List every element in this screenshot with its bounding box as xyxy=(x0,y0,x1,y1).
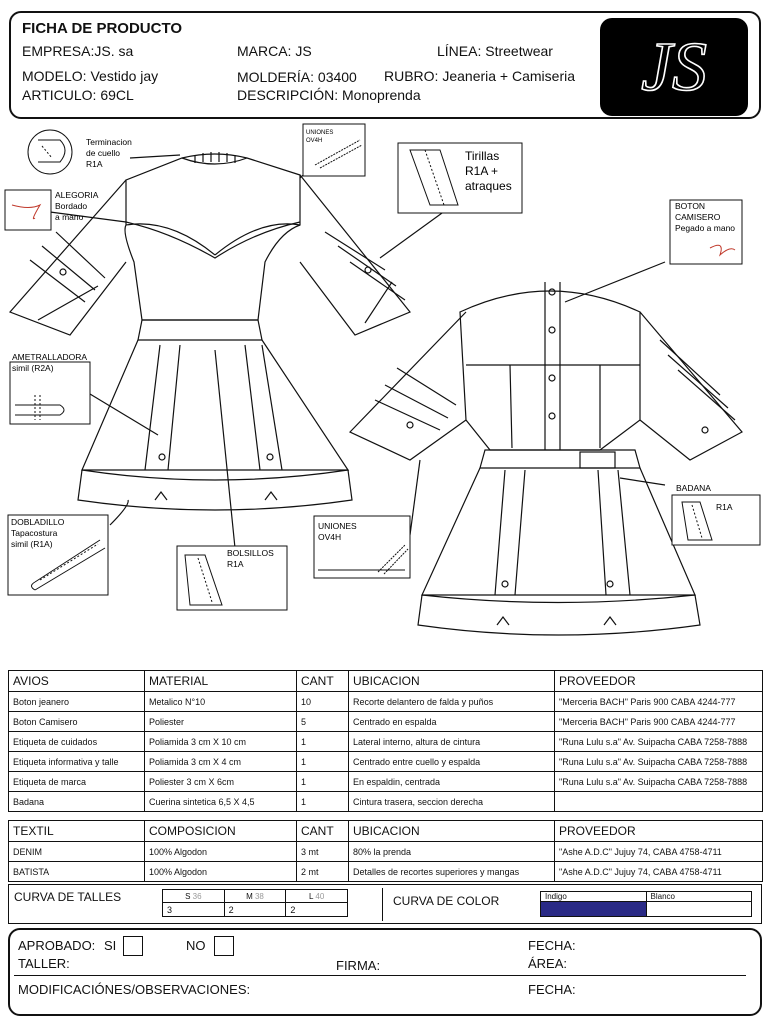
color-swatch-indigo xyxy=(541,902,647,917)
color-curve-table: Indigo Blanco xyxy=(540,891,752,917)
callout-cuello xyxy=(28,130,72,174)
svg-text:OV4H: OV4H xyxy=(306,138,323,144)
color-swatch-blanco xyxy=(646,902,752,917)
area-label: ÁREA: xyxy=(528,956,568,971)
proveedor-header: PROVEEDOR xyxy=(555,671,763,692)
molderia-field: MOLDERÍA: 03400 xyxy=(237,69,357,85)
svg-text:simil (R2A): simil (R2A) xyxy=(12,363,54,373)
svg-text:atraques: atraques xyxy=(465,179,512,193)
ubicacion-header: UBICACION xyxy=(349,821,555,842)
si-checkbox[interactable] xyxy=(123,936,143,956)
svg-text:CAMISERO: CAMISERO xyxy=(675,212,721,222)
svg-text:R1A: R1A xyxy=(716,502,733,512)
svg-text:DOBLADILLO: DOBLADILLO xyxy=(11,517,65,527)
avios-header: AVIOS xyxy=(9,671,145,692)
svg-text:Pegado a mano: Pegado a mano xyxy=(675,223,736,233)
ubicacion-header: UBICACION xyxy=(349,671,555,692)
fecha-label: FECHA: xyxy=(528,938,576,953)
svg-text:R1A: R1A xyxy=(227,559,244,569)
table-row: BATISTA 100% Algodon 2 mt Detalles de recortes superiores y mangas "Ashe A.D.C" Jujuy 74, CABA 4758-4711 xyxy=(9,862,763,882)
no-label: NO xyxy=(186,938,206,953)
material-header: MATERIAL xyxy=(145,671,297,692)
svg-text:BOLSILLOS: BOLSILLOS xyxy=(227,548,274,558)
avios-table xyxy=(8,670,763,812)
table-row: Badana Cuerina sintetica 6,5 X 4,5 1 Cintura trasera, seccion derecha xyxy=(9,792,763,812)
modificaciones-label: MODIFICACIÓNES/OBSERVACIONES: xyxy=(18,982,251,997)
linea-field: LÍNEA: Streetwear xyxy=(437,43,553,59)
technical-drawing xyxy=(0,120,768,665)
cant-header: CANT xyxy=(297,821,349,842)
size-curve-table: S 36 M 38 L 40 3 2 2 xyxy=(162,889,348,917)
fecha-label-2: FECHA: xyxy=(528,982,576,997)
table-row: Etiqueta de cuidados Poliamida 3 cm X 10 cm 1 Lateral interno, altura de cintura "Runa Lulu s.a" Av. Suipacha CABA 7258-7888 xyxy=(9,732,763,752)
svg-text:R1A +: R1A + xyxy=(465,164,499,178)
back-garment-drawing xyxy=(350,282,742,635)
page-title: FICHA DE PRODUCTO xyxy=(22,20,183,37)
composicion-header: COMPOSICION xyxy=(145,821,297,842)
textil-table xyxy=(8,820,763,882)
curva-talles-label: CURVA DE TALLES xyxy=(14,890,122,904)
no-checkbox[interactable] xyxy=(214,936,234,956)
table-row: Etiqueta de marca Poliester 3 cm X 6cm 1 En espaldin, centrada "Runa Lulu s.a" Av. Suipacha CABA 7258-7888 xyxy=(9,772,763,792)
table-row: Boton Camisero Poliester 5 Centrado en espalda "Merceria BACH" Paris 900 CABA 4244-777 xyxy=(9,712,763,732)
approval-panel xyxy=(8,928,762,1016)
svg-text:Terminacion: Terminacion xyxy=(86,137,132,147)
marca-field: MARCA: JS xyxy=(237,43,312,59)
svg-text:Tapacostura: Tapacostura xyxy=(11,528,58,538)
svg-text:simil (R1A): simil (R1A) xyxy=(11,539,53,549)
empresa-field: EMPRESA:JS. sa xyxy=(22,43,134,59)
aprobado-label: APROBADO: xyxy=(18,938,96,953)
svg-text:Tirillas: Tirillas xyxy=(465,149,500,163)
taller-label: TALLER: xyxy=(18,956,70,971)
curva-color-label: CURVA DE COLOR xyxy=(393,894,500,908)
svg-text:a mano: a mano xyxy=(55,212,84,222)
svg-text:BOTON: BOTON xyxy=(675,201,706,211)
svg-text:BADANA: BADANA xyxy=(676,483,711,493)
articulo-field: ARTICULO: 69CL xyxy=(22,87,134,103)
firma-label: FIRMA: xyxy=(336,958,381,973)
table-row: Etiqueta informativa y talle Poliamida 3 cm X 4 cm 1 Centrado entre cuello y espalda "Runa Lulu s.a" Av. Suipacha CABA 7258-7888 xyxy=(9,752,763,772)
si-label: SI xyxy=(104,938,117,953)
descripcion-field: DESCRIPCIÓN: Monoprenda xyxy=(237,87,421,103)
svg-text:OV4H: OV4H xyxy=(318,532,342,542)
proveedor-header: PROVEEDOR xyxy=(555,821,763,842)
table-row: Boton jeanero Metalico N°10 10 Recorte delantero de falda y puños "Merceria BACH" Paris 900 CABA 4244-777 xyxy=(9,692,763,712)
callout-alegoria xyxy=(5,190,51,230)
svg-text:de cuello: de cuello xyxy=(86,148,121,158)
svg-text:R1A: R1A xyxy=(86,159,103,169)
brand-logo xyxy=(600,18,748,116)
svg-text:Bordado: Bordado xyxy=(55,201,88,211)
svg-text:UNIONES: UNIONES xyxy=(318,521,357,531)
textil-header: TEXTIL xyxy=(9,821,145,842)
modelo-field: MODELO: Vestido jay xyxy=(22,68,159,84)
logo-mark-icon xyxy=(600,18,748,116)
table-row: DENIM 100% Algodon 3 mt 80% la prenda "Ashe A.D.C" Jujuy 74, CABA 4758-4711 xyxy=(9,842,763,862)
svg-text:AMETRALLADORA: AMETRALLADORA xyxy=(12,352,88,362)
svg-text:UNIONES: UNIONES xyxy=(306,130,334,136)
svg-text:JS: JS xyxy=(640,29,708,106)
callout-tirillas xyxy=(398,143,522,213)
rubro-field: RUBRO: Jeaneria + Camiseria xyxy=(384,68,576,84)
cant-header: CANT xyxy=(297,671,349,692)
svg-text:ALEGORIA: ALEGORIA xyxy=(55,190,99,200)
